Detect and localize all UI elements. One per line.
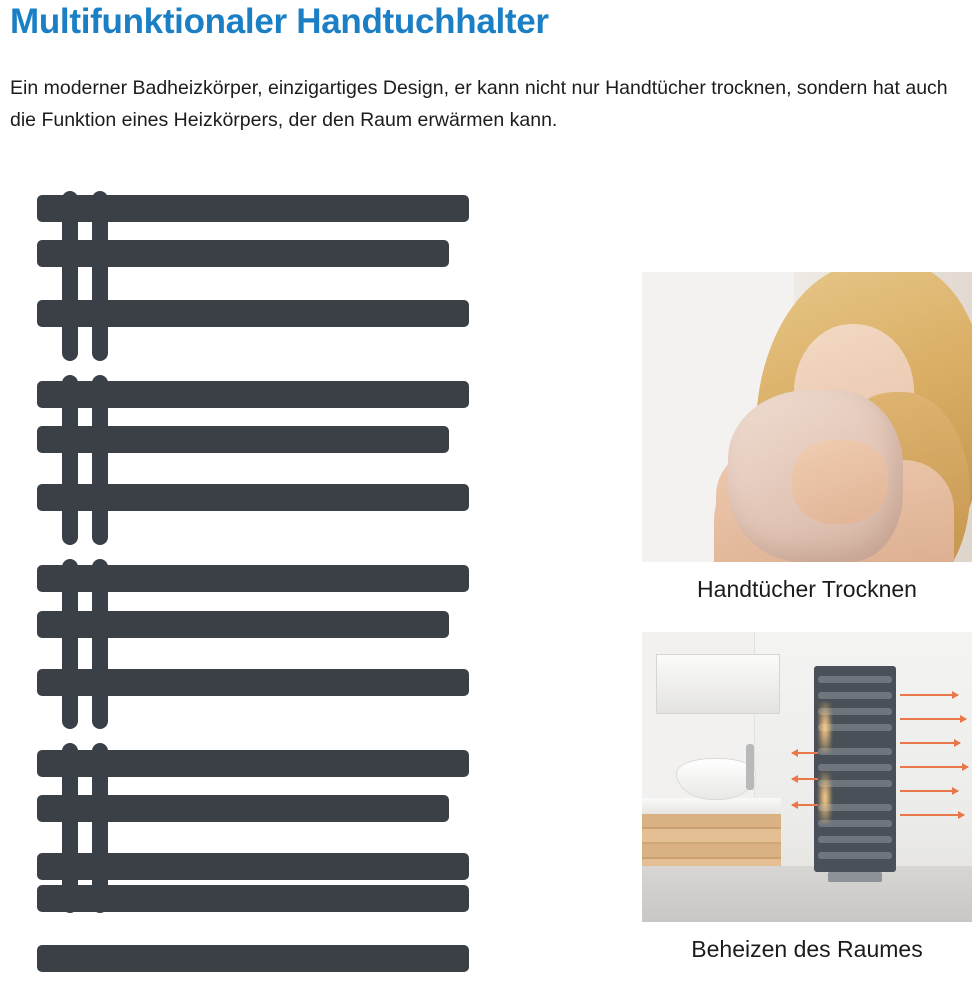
towel-bar <box>37 381 469 408</box>
heat-arrow <box>900 766 968 768</box>
towel-bar <box>37 426 449 453</box>
heat-arrow <box>900 718 966 720</box>
heat-arrow <box>792 778 818 780</box>
heat-arrow <box>792 804 818 806</box>
feature-block-drying <box>642 272 972 603</box>
decor-radiator <box>814 666 896 872</box>
decor-hand <box>792 440 888 524</box>
product-illustration <box>30 185 490 1000</box>
towel-bar <box>37 669 469 696</box>
towel-bar <box>37 795 449 822</box>
towel-bar <box>37 300 469 327</box>
feature-caption-heating: Beheizen des Raumes <box>691 936 923 962</box>
decor-floor <box>642 866 972 922</box>
towel-bar <box>37 885 469 912</box>
feature-image-heating <box>642 632 972 922</box>
decor-radiator-valve <box>828 872 882 882</box>
decor-tap <box>746 744 754 790</box>
feature-image-drying <box>642 272 972 562</box>
page-description: Ein moderner Badheizkörper, einzigartiges Design, er kann nicht nur Handtücher trocknen, sondern hat auch die Funktion eines Heizkörpers, der den Raum erwärmen kann. <box>10 77 948 131</box>
towel-bar <box>37 750 469 777</box>
towel-bar <box>37 945 469 972</box>
towel-bar <box>37 565 469 592</box>
heat-arrow <box>900 814 964 816</box>
page-title: Multifunktionaler Handtuchhalter <box>10 2 549 41</box>
feature-caption-drying: Handtücher Trocknen <box>697 576 917 602</box>
towel-bar <box>37 611 449 638</box>
decor-cabinet <box>656 654 780 714</box>
towel-bar <box>37 195 469 222</box>
heat-arrow <box>900 742 960 744</box>
feature-block-heating <box>642 632 972 963</box>
decor-counter <box>642 798 781 814</box>
heat-arrow <box>900 694 958 696</box>
heat-arrow <box>792 752 818 754</box>
towel-bar <box>37 853 469 880</box>
heat-arrow <box>900 790 958 792</box>
towel-bar <box>37 484 469 511</box>
towel-bar <box>37 240 449 267</box>
